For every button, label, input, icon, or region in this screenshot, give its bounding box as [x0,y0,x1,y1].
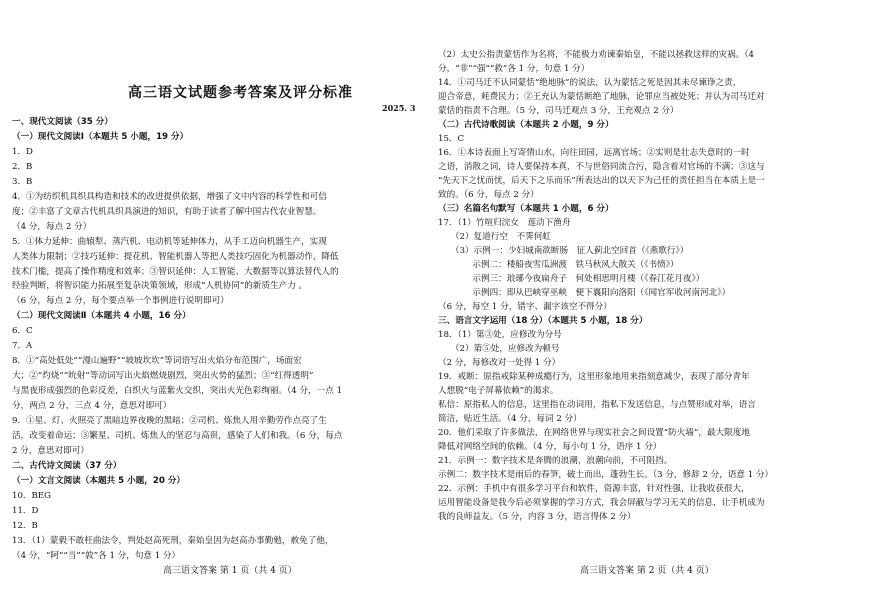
answer-line: 示例二：数字技术是雨后的春笋，破土而出，蓬勃生长。（3 分，修辞 2 分，语意 1 分） [438,470,774,480]
answer-line: 7．A [12,341,33,352]
answer-line: （三）名篇名句默写（本题共 1 小题，6 分） [438,204,614,214]
answer-line: （6 分，每空 1 分，错字、漏字该空不得分） [438,302,612,312]
answer-line: （2）第⑤处，应修改为顿号 [438,344,560,354]
answer-line: 2．B [12,161,33,172]
answer-line: 我的良师益友。（5 分，内容 3 分，语言得体 2 分） [438,512,636,522]
answer-line: （二）古代诗歌阅读（本题共 2 小题，9 分） [438,120,614,130]
answer-page-2 [438,0,858,615]
answer-line: 9．①星、灯、火照亮了黑暗边界夜晚的黑暗；②司机、炼焦人用辛勤劳作点亮了生 [12,416,327,426]
answer-line: 示例四：即从巴峡穿巫峡 便下襄阳向洛阳（《闻官军收河南河北》） [438,288,731,298]
answer-line: （3）示例一：少妇城南欲断肠 征人蓟北空回首（《燕歌行》） [438,246,689,256]
document-title: 高三语文试题参考答案及评分标准 [128,85,353,101]
answer-line: 分，两点 2 分，三点 4 分，意思对即可） [12,401,172,412]
answer-line: （4 分，“阿”“当”“敦”各 1 分，句意 1 分） [12,550,181,561]
document-date: 2025. 3 [382,103,416,113]
answer-line: 大；②“灼烧”“吮射”等动词写出火焰燃烧剧烈，突出火势的猛烈；③“红得透明” [12,371,314,382]
answer-line: （二）现代文阅读Ⅱ（本题共 4 小题，16 分） [12,311,191,322]
answer-line: 14．①司马迁不认同蒙恬“绝地脉”的说法，认为蒙恬之死是因其未尽谏诤之责， [438,78,742,88]
answer-line: 20．他们采取了许多做法，在网络世界与现实社会之间设置“防火墙”，最大限度地 [438,428,750,438]
answer-line: 与黑夜形成强烈的色彩反差，白织火与蓝紫火交织，突出火光色彩绚丽。（4 分，一点 1 [12,386,343,397]
answer-line: （6 分，每点 2 分，每个要点举一个事例进行说明即可） [12,296,229,307]
answer-line: 人想脱“电子屏幕依赖”的渴求。 [438,386,559,396]
answer-line: 二、古代诗文阅读（37 分） [12,460,122,471]
answer-line: 三、语言文字运用（18 分）（本题共 5 小题，18 分） [438,316,648,326]
answer-line: 人类体力限制；②技巧延伸：提花机、智能机器人等把人类技巧固化为机器动作，降低 [12,251,339,262]
answer-line: 示例二：楼船夜雪瓜洲渡 铁马秋风大散关（《书愤》） [438,260,679,270]
answer-line: 活，改变着命运；③繁星、司机、炼焦人的坚忍与高贵，感染了人们和我。（6 分，每点 [12,430,343,441]
answer-line: 8．①“高处低处”“漫山遍野”“坡坡坎坎”等词语写出火焰分布范围广，场面宏 [12,356,302,367]
page-2-footer: 高三语文答案 第 2 页（共 4 页） [580,566,714,576]
answer-line: 3．B [12,176,33,187]
answer-line: 蒙恬的指责不合理。（5 分，司马迁观点 3 分，王充观点 2 分） [438,106,679,116]
answer-line: （2）复道行空 不霁何虹 [438,232,551,242]
answer-line: （4 分，每点 2 分） [12,221,92,232]
answer-line: 16．①本诗表面上写寄情山水，向往田园，远离官场；②实则是壮志失意时的一时 [438,148,750,158]
answer-page-1 [12,0,432,615]
answer-line: 私信：原指私人的信息，这里指在动词用，指私下发送信息，与点赞形成对举，语言 [438,400,756,410]
answer-line: 简洁，贴近生活。（4 分，每词 2 分） [438,414,582,424]
answer-line: （一）现代文阅读Ⅰ（本题共 5 小题，19 分） [12,131,189,142]
answer-line: （2 分，每修改对一处得 1 分） [438,358,561,368]
answer-line: 经验判断，将智识能力拓展至复杂决策领域，形成“人机协同”的新质生产力 。 [12,281,308,292]
answer-line: 1．D [12,146,33,157]
answer-line: 21．示例一：数字技术是奔腾的浪潮，浪潮向前，不可阻挡。 [438,456,673,466]
answer-line: 11．D [12,505,39,516]
answer-line: 示例三：琅琊今夜扁舟子 何处相思明月楼（《春江花月夜》） [438,274,705,284]
answer-line: 19．戒断：原指戒除某种成瘾行为，这里形象地用来指刻意减少，表现了部分青年 [438,372,750,382]
answer-line: 5．①体力延伸：曲辕犁、蒸汽机、电动机等延伸体力，从手工迈向机器生产，实现 [12,236,327,247]
answer-line: “先天下之忧而忧，后天下之乐而乐”所表达出的以天下为己任的责任担当在本质上是一 [438,176,765,186]
answer-line: 分，“非”“强”“救”各 1 分，句意 1 分） [438,64,590,74]
answer-line: 致的。（6 分，每点 2 分） [438,190,539,200]
answer-line: 15．C [438,134,465,144]
answer-line: 13．（1）蒙毅不敢枉曲法令，判处赵高死刑，秦始皇因为赵高办事勤勉，赦免了他， [12,535,334,546]
answer-line: 4．①为纺织机具织具构造和技术的改进提供依据，增强了文中内容的科学性和可信 [12,191,327,202]
answer-line: 度；②丰富了文章古代机具织具演进的知识，有助于读者了解中国古代农业智慧。 [12,206,322,217]
answer-line: 一、现代文阅读（35 分） [12,117,113,127]
page-1-footer: 高三语文答案 第 1 页（共 4 页） [163,566,297,576]
answer-line: 之语，消散之词，诗人要保持本真，不与世俗同流合污，隐含着对官场的不满；③这与 [438,162,765,172]
answer-line: 降低对网络空间的依赖。（4 分，每小句 1 分，语序 1 分） [438,442,662,452]
answer-line: 运用智能设备是我今后必须掌握的学习方式，我会屏蔽与学习无关的信息，让手机成为 [438,498,765,508]
answer-line: 10．BEG [12,490,51,501]
answer-line: 12．B [12,520,38,531]
answer-line: 技术门槛，提高了操作精度和效率；③智识延伸：人工智能、大数据等以算法替代人的 [12,266,339,277]
answer-line: 18．（1）第③处，应修改为分号 [438,330,562,340]
answer-line: （2）太史公指责蒙恬作为名将，不能极力劝谏秦始皇，不能以拯救这样的灾祸。（4 [438,50,755,60]
answer-line: 6．C [12,326,33,337]
answer-line: （一）文言文阅读（本题共 5 小题，20 分） [12,475,186,486]
answer-line: 2 分，意思对即可） [12,445,89,456]
answer-line: 迎合帝意，耗费民力；②王充认为蒙恬断绝了地脉，论罪应当被处死；并认为司马迁对 [438,92,765,102]
answer-line: 17．（1）竹喧归浣女 莲动下渔舟 [438,218,571,228]
answer-line: 22．示例：手机中有很多学习平台和软件，资源丰富，针对性强，让我收获很大， [438,484,750,494]
